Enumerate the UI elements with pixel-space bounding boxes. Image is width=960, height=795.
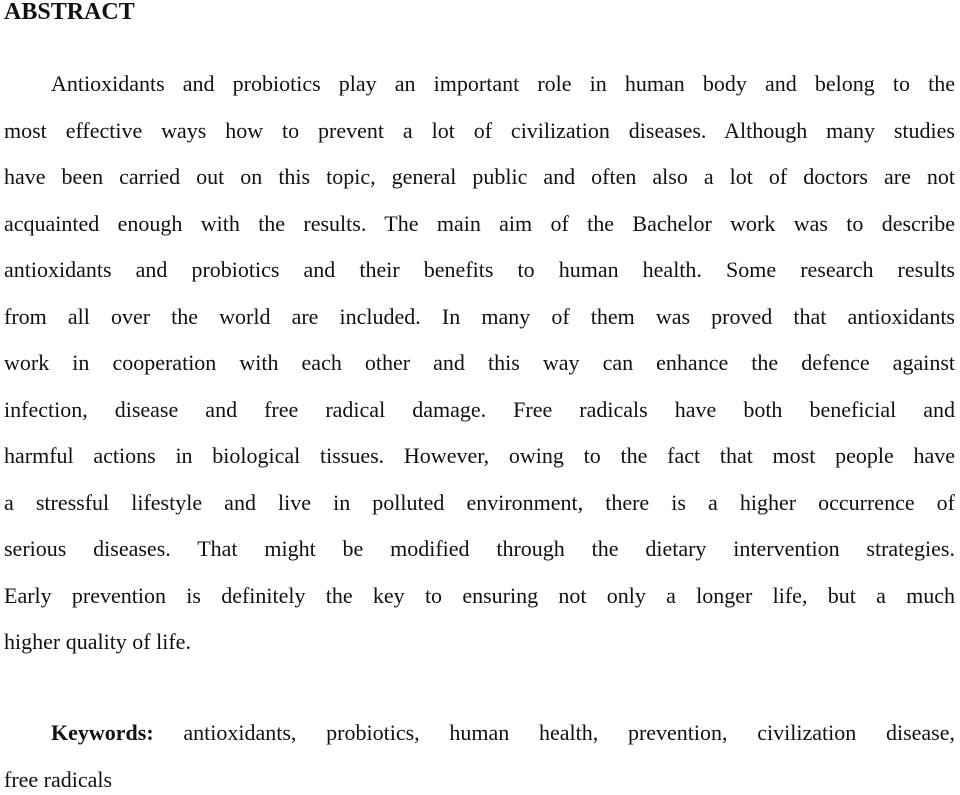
abstract-heading: ABSTRACT — [4, 0, 135, 25]
abstract-line: Early prevention is definitely the key to ensuring not only a longer life, but a much — [4, 583, 955, 608]
keywords-line — [51, 718, 955, 748]
keywords-label: Keywords: — [51, 720, 154, 745]
abstract-line: have been carried out on this topic, general public and often also a lot of doctors are not — [4, 164, 955, 189]
abstract-line: antioxidants and probiotics and their benefits to human health. Some research results — [4, 257, 955, 282]
abstract-line: a stressful lifestyle and live in polluted environment, there is a higher occurrence of — [4, 490, 955, 515]
abstract-line: most effective ways how to prevent a lot of civilization diseases. Although many studies — [4, 118, 955, 143]
keywords-list: antioxidants, probiotics, human health, prevention, civilization disease, — [153, 720, 955, 745]
abstract-line: acquainted enough with the results. The main aim of the Bachelor work was to describe — [4, 211, 955, 236]
abstract-line: from all over the world are included. In many of them was proved that antioxidants — [4, 304, 955, 329]
abstract-line: infection, disease and free radical damage. Free radicals have both beneficial and — [4, 397, 955, 422]
abstract-line: serious diseases. That might be modified through the dietary intervention strategies. — [4, 536, 955, 561]
abstract-line: higher quality of life. — [4, 629, 191, 654]
abstract-line: Antioxidants and probiotics play an important role in human body and belong to the — [51, 71, 955, 96]
keywords-line-continued: free radicals — [4, 767, 113, 792]
abstract-line: work in cooperation with each other and this way can enhance the defence against — [4, 350, 955, 375]
abstract-line: harmful actions in biological tissues. However, owing to the fact that most people have — [4, 443, 955, 468]
